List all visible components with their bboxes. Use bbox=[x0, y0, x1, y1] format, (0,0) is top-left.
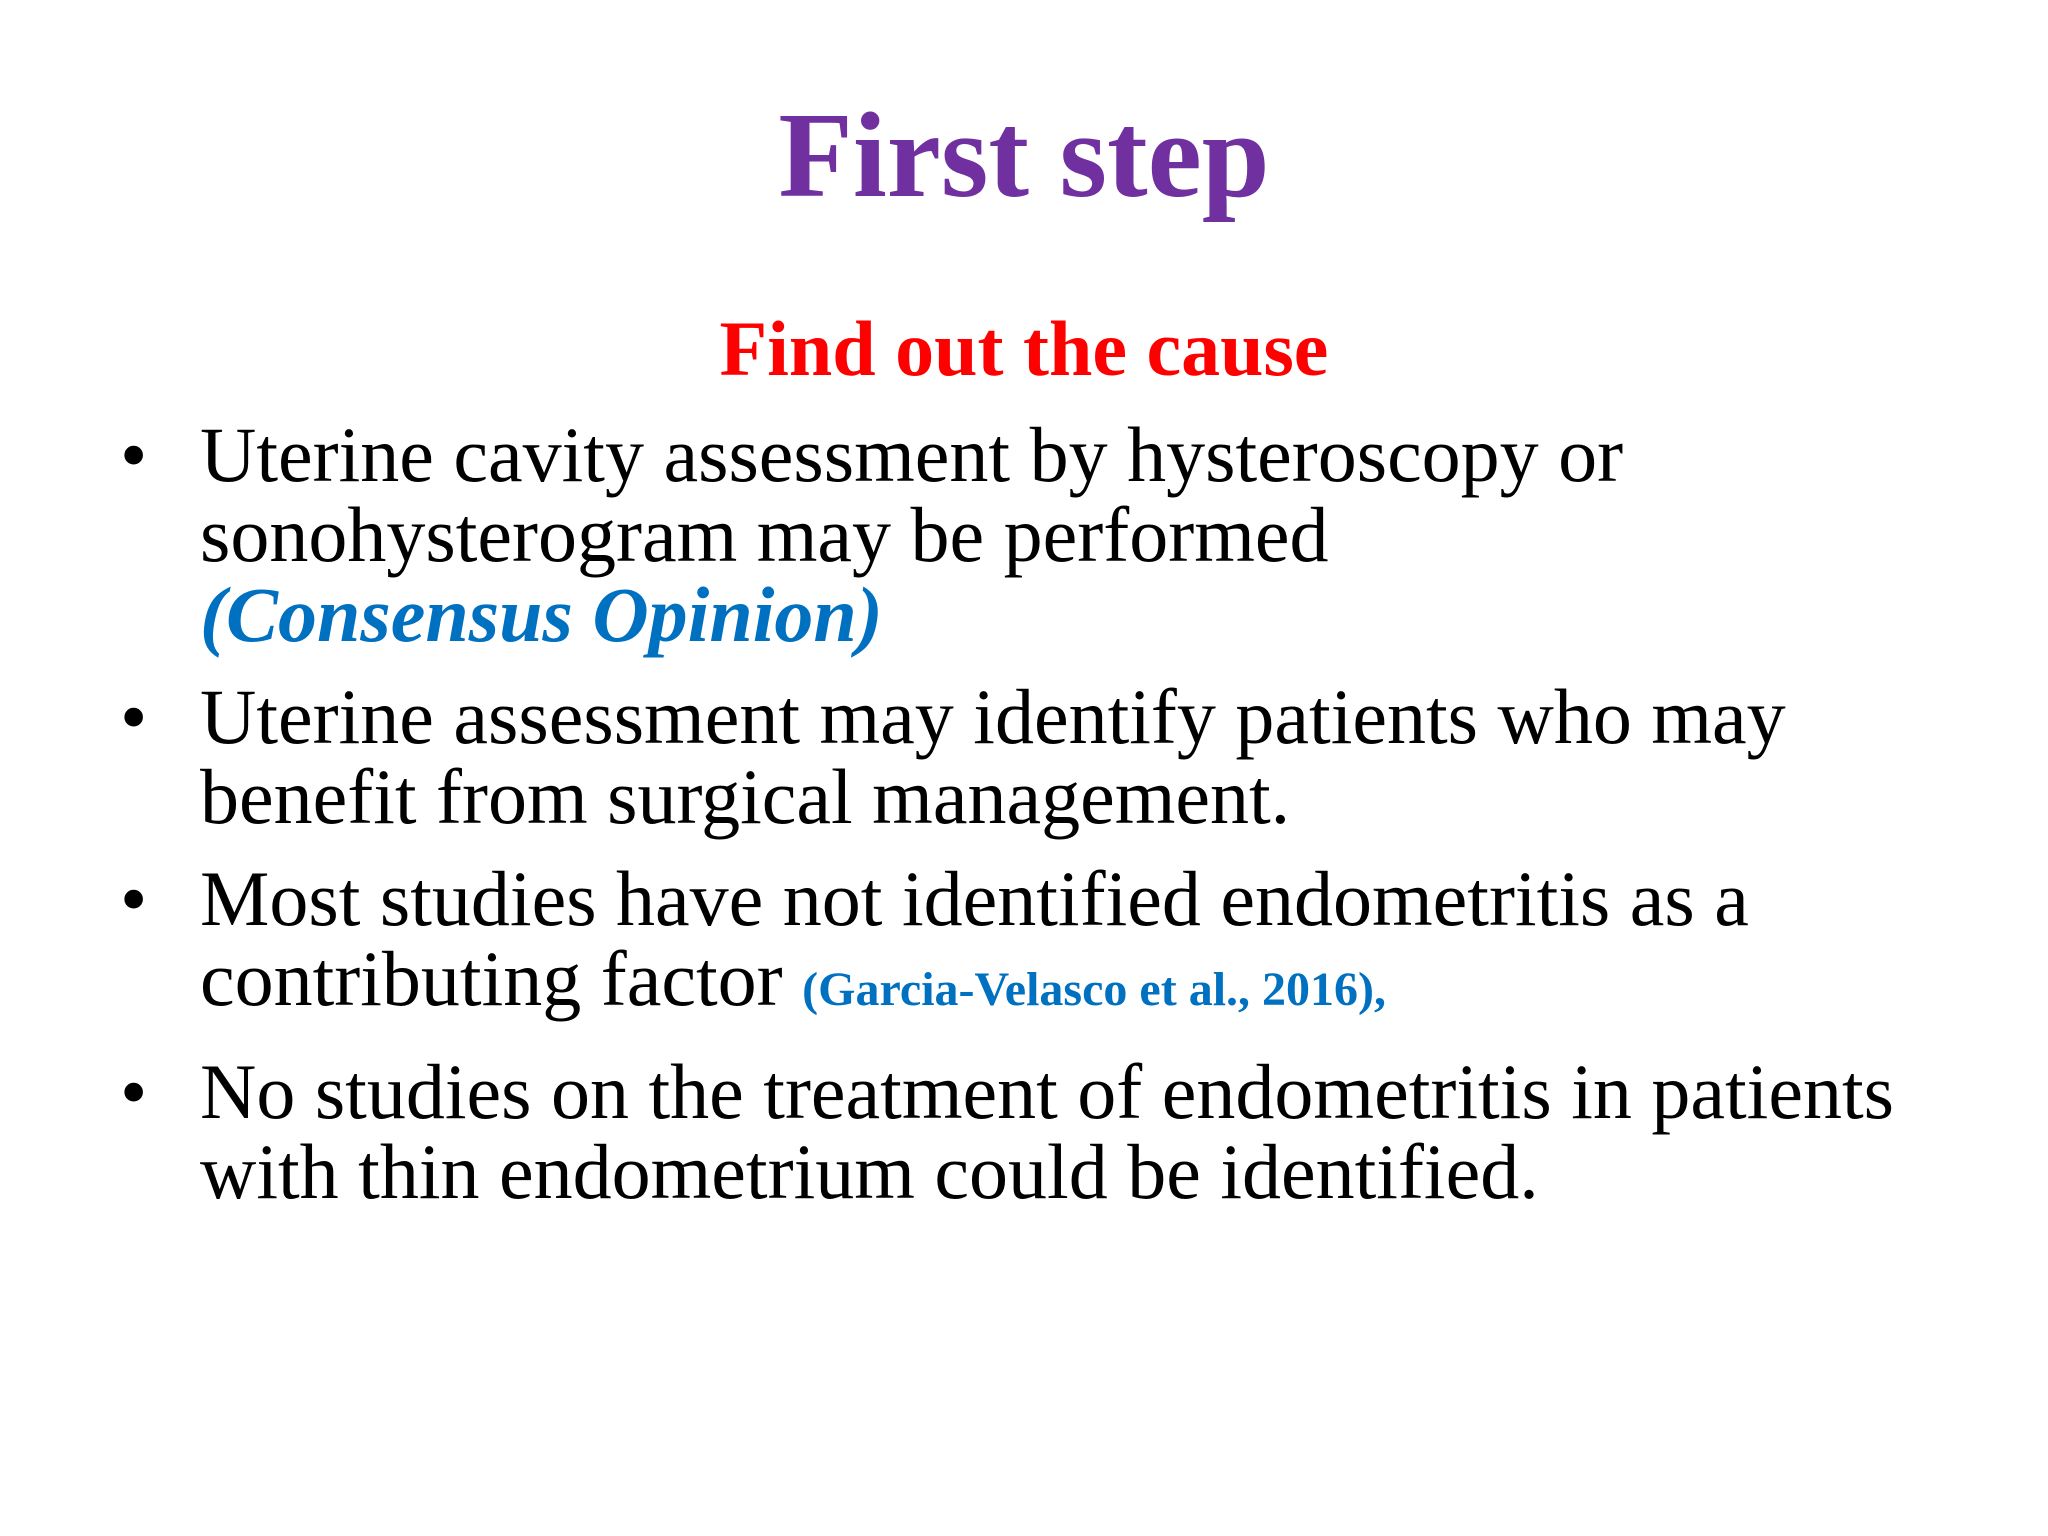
citation: (Garcia-Velasco et al., 2016), bbox=[802, 963, 1387, 1016]
slide-subtitle: Find out the cause bbox=[719, 305, 1329, 392]
bullet-list bbox=[120, 411, 2000, 1234]
slide-title: First step bbox=[778, 88, 1270, 223]
bullet-text: Most studies have not identified endometritis as a contributing factor bbox=[200, 855, 1749, 1022]
bullet-item bbox=[120, 411, 2000, 658]
bullet-icon: • bbox=[120, 1048, 148, 1135]
bullet-text: Uterine cavity assessment by hysteroscopy or sonohysterogram may be performed bbox=[200, 411, 1624, 578]
bullet-item bbox=[120, 855, 2000, 1030]
bullet-item bbox=[120, 1048, 2000, 1215]
bullet-icon: • bbox=[120, 411, 148, 498]
bullet-item bbox=[120, 673, 2000, 840]
bullet-text: Uterine assessment may identify patients who may benefit from surgical management. bbox=[200, 673, 1786, 840]
citation: (Consensus Opinion) bbox=[200, 571, 883, 658]
bullet-text: No studies on the treatment of endometritis in patients with thin endometrium could be identified. bbox=[200, 1048, 1894, 1215]
bullet-icon: • bbox=[120, 855, 148, 942]
bullet-icon: • bbox=[120, 673, 148, 760]
